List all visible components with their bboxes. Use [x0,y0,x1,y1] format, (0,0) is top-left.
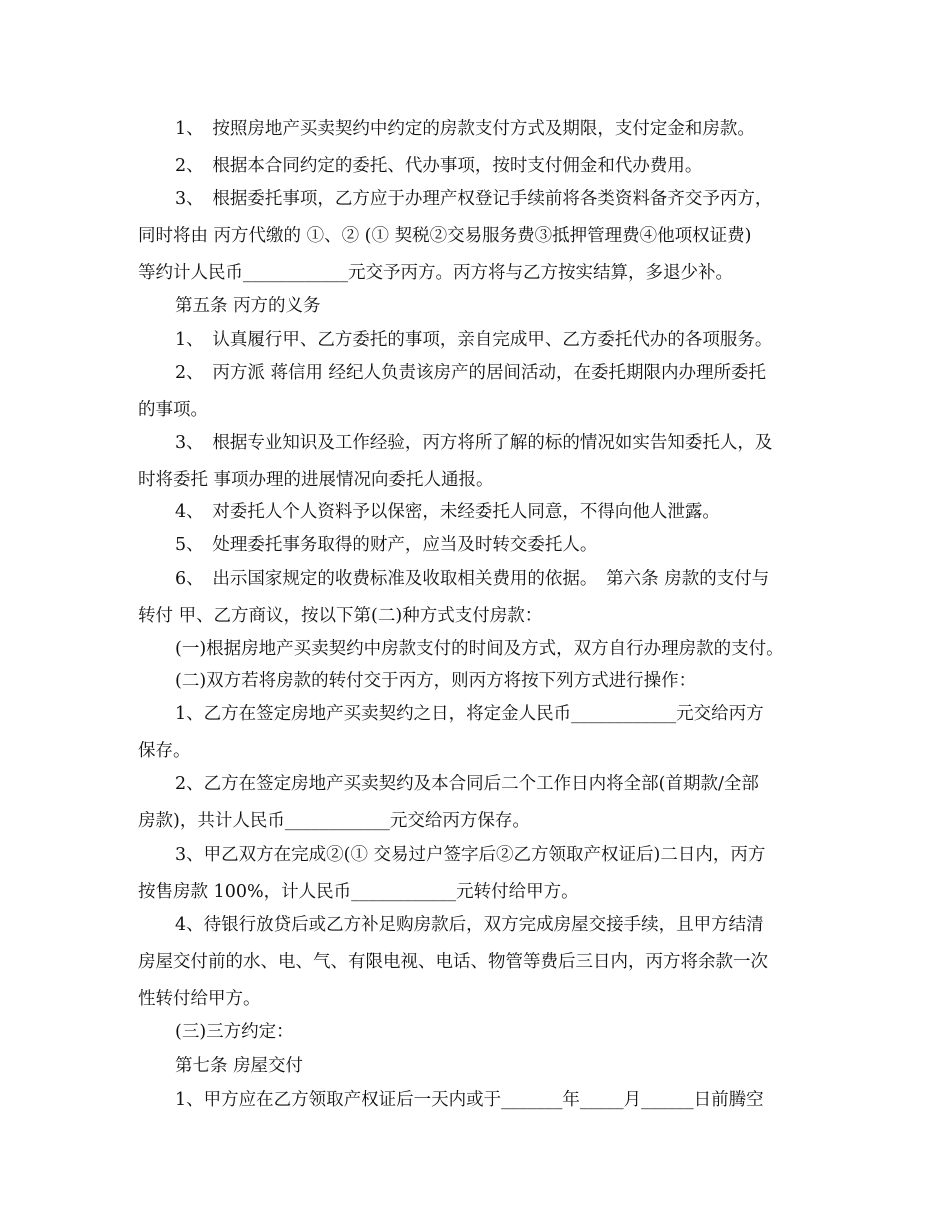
text-line: 5、 处理委托事务取得的财产，应当及时转交委托人。 [175,535,598,555]
text-line: 性转付给甲方。 [138,989,261,1009]
text-line: (三)三方约定： [175,1022,294,1042]
text-line: 的事项。 [138,400,208,420]
paragraph [138,148,828,185]
text-line: 2、 根据本合同约定的委托、代办事项，按时支付佣金和代办费用。 [175,156,703,176]
paragraph [138,561,828,635]
text-line: 2、 丙方派 蒋信用 经纪人负责该房产的居间活动，在委托期限内办理所委托 [175,363,767,383]
text-line: 时将委托 事项办理的进展情况向委托人通报。 [138,470,494,490]
paragraph [138,111,828,148]
paragraph [138,181,828,292]
text-line: 1、甲方应在乙方领取产权证后一天内或于_______年_____月______日前腾空 [175,1090,764,1110]
text-line: 4、待银行放贷后或乙方补足购房款后，双方完成房屋交接手续，且甲方结清 [175,915,764,935]
paragraph [138,425,828,499]
text-line: 6、 出示国家规定的收费标准及收取相关费用的依据。 第六条 房款的支付与 [175,569,770,589]
text-line: 房屋交付前的水、电、气、有限电视、电话、物管等费后三日内，丙方将余款一次 [138,952,768,972]
paragraph [138,527,828,564]
text-line: 第五条 丙方的义务 [175,296,321,316]
text-line: 2、乙方在签定房地产买卖契约及本合同后二个工作日内将全部(首期款/全部 [175,774,759,794]
text-line: 同时将由 丙方代缴的 ①、② (① 契税②交易服务费③抵押管理费④他项权证费) [138,226,752,246]
paragraph [138,766,828,840]
text-line: 1、乙方在签定房地产买卖契约之日，将定金人民币____________元交给丙方 [175,704,764,724]
paragraph [138,1082,828,1119]
text-line: 保存。 [138,741,191,761]
text-line: 转付 甲、乙方商议，按以下第(二)种方式支付房款： [138,606,543,626]
paragraph [138,663,828,700]
text-line: 1、 按照房地产买卖契约中约定的房款支付方式及期限，支付定金和房款。 [175,119,755,139]
text-line: 3、甲乙双方在完成②(① 交易过户签字后②乙方领取产权证后)二日内，丙方 [175,845,766,865]
paragraph [138,696,828,770]
text-line: 1、 认真履行甲、乙方委托的事项，亲自完成甲、乙方委托代办的各项服务。 [175,330,773,350]
text-line: 等约计人民币____________元交予丙方。丙方将与乙方按实结算，多退少补。 [138,263,733,283]
section-heading [138,288,828,325]
text-line: 房款)，共计人民币____________元交给丙方保存。 [138,811,530,831]
paragraph [138,322,828,359]
text-line: 3、 根据委托事项，乙方应于办理产权登记手续前将各类资料备齐交予丙方， [175,189,773,209]
section-heading [138,1048,828,1085]
paragraph [138,837,828,911]
text-line: 按售房款 100%，计人民币____________元转付给甲方。 [138,882,579,902]
text-line: 4、 对委托人个人资料予以保密，未经委托人同意，不得向他人泄露。 [175,502,720,522]
text-line: 3、 根据专业知识及工作经验，丙方将所了解的标的情况如实告知委托人，及 [175,433,773,453]
paragraph [138,1014,828,1051]
text-line: (一)根据房地产买卖契约中房款支付的时间及方式，双方自行办理房款的支付。 [175,639,784,659]
paragraph [138,907,828,1018]
text-line: 第七条 房屋交付 [175,1056,304,1076]
text-line: (二)双方若将房款的转付交于丙方，则丙方将按下列方式进行操作： [175,671,697,691]
paragraph [138,355,828,429]
paragraph [138,494,828,531]
